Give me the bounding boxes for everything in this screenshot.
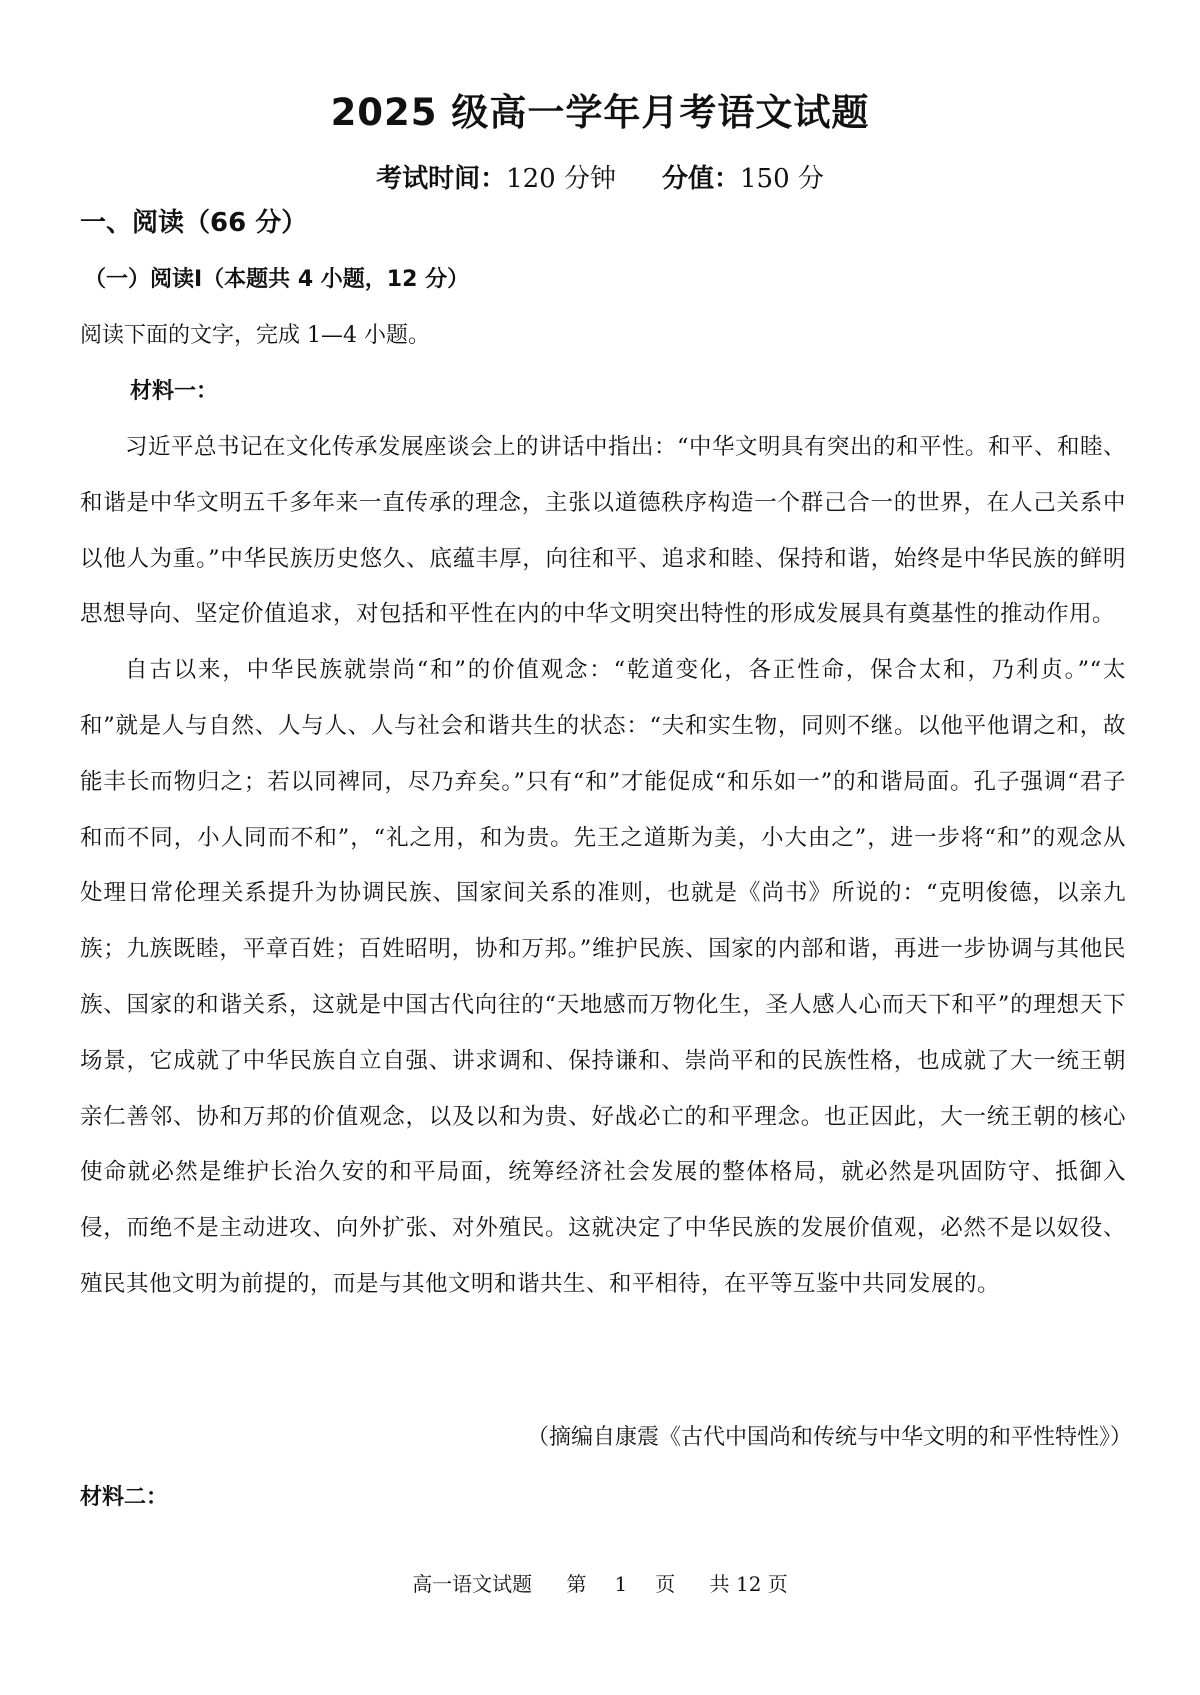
exam-time-value: 120 分钟 [506,164,616,194]
material-one-label: 材料一： [130,379,219,404]
footer-page-number: 1 [614,1572,628,1596]
page-footer [0,1568,1200,1597]
exam-info [0,158,1200,195]
exam-score-label: 分值： [662,164,741,194]
material-two-label: 材料二： [80,1485,169,1510]
footer-page-prefix: 第 [566,1572,587,1596]
footer-total-pages: 共 12 页 [709,1572,788,1596]
exam-title: 2025 级高一学年月考语文试题 [330,91,870,134]
footer-page-suffix: 页 [655,1572,676,1596]
material-one-text [80,420,1126,1313]
sub-heading: （一）阅读Ⅰ（本题共 4 小题，12 分） [84,267,470,292]
paragraph: 习近平总书记在文化传承发展座谈会上的讲话中指出：“中华文明具有突出的和平性。和平、和睦、和谐是中华文明五千多年来一直传承的理念，主张以道德秩序构造一个群己合一的世界，在人己关系中以他人为重。”中华民族历史悠久、底蕴丰厚，向往和平、追求和睦、保持和谐，始终是中华民族的鲜明思想导向、坚定价值追求，对包括和平性在内的中华文明突出特性的形成发展具有奠基性的推动作用。 [80,434,1127,628]
exam-score-value: 150 分 [740,164,824,194]
source-note: （摘编自康震《古代中国尚和传统与中华文明的和平性特性》） [526,1425,1132,1450]
paragraph: 自古以来，中华民族就崇尚“和”的价值观念：“乾道变化，各正性命，保合太和，乃利贞。”“太和”就是人与自然、人与人、人与社会和谐共生的状态：“夫和实生物，同则不继。以他平他谓之和，故能丰长而物归之；若以同裨同，尽乃弃矣。”只有“和”才能促成“和乐如一”的和谐局面。孔子强调“君子和而不同，小人同而不和”，“礼之用，和为贵。先王之道斯为美，小大由之”，进一步将“和”的观念从处理日常伦理关系提升为协调民族、国家间关系的准则，也就是《尚书》所说的：“克明俊德，以亲九族；九族既睦，平章百姓；百姓昭明，协和万邦。”维护民族、国家的内部和谐，再进一步协调与其他民族、国家的和谐关系，这就是中国古代向往的“天地感而万物化生，圣人感人心而天下和平”的理想天下场景，它成就了中华民族自立自强、讲求调和、保持谦和、崇尚平和的民族性格，也成就了大一统王朝亲仁善邻、协和万邦的价值观念，以及以和为贵、好战必亡的和平理念。也正因此，大一统王朝的核心使命就必然是维护长治久安的和平局面，统筹经济社会发展的整体格局，就必然是巩固防守、抵御入侵，而绝不是主动进攻、向外扩张、对外殖民。这就决定了中华民族的发展价值观，必然不是以奴役、殖民其他文明为前提的，而是与其他文明和谐共生、和平相待，在平等互鉴中共同发展的。 [80,657,1126,1297]
section-heading: 一、阅读（66 分） [80,208,308,238]
exam-time-label: 考试时间： [376,164,507,194]
footer-subject: 高一语文试题 [412,1572,533,1596]
reading-instruction: 阅读下面的文字，完成 1—4 小题。 [80,323,430,348]
